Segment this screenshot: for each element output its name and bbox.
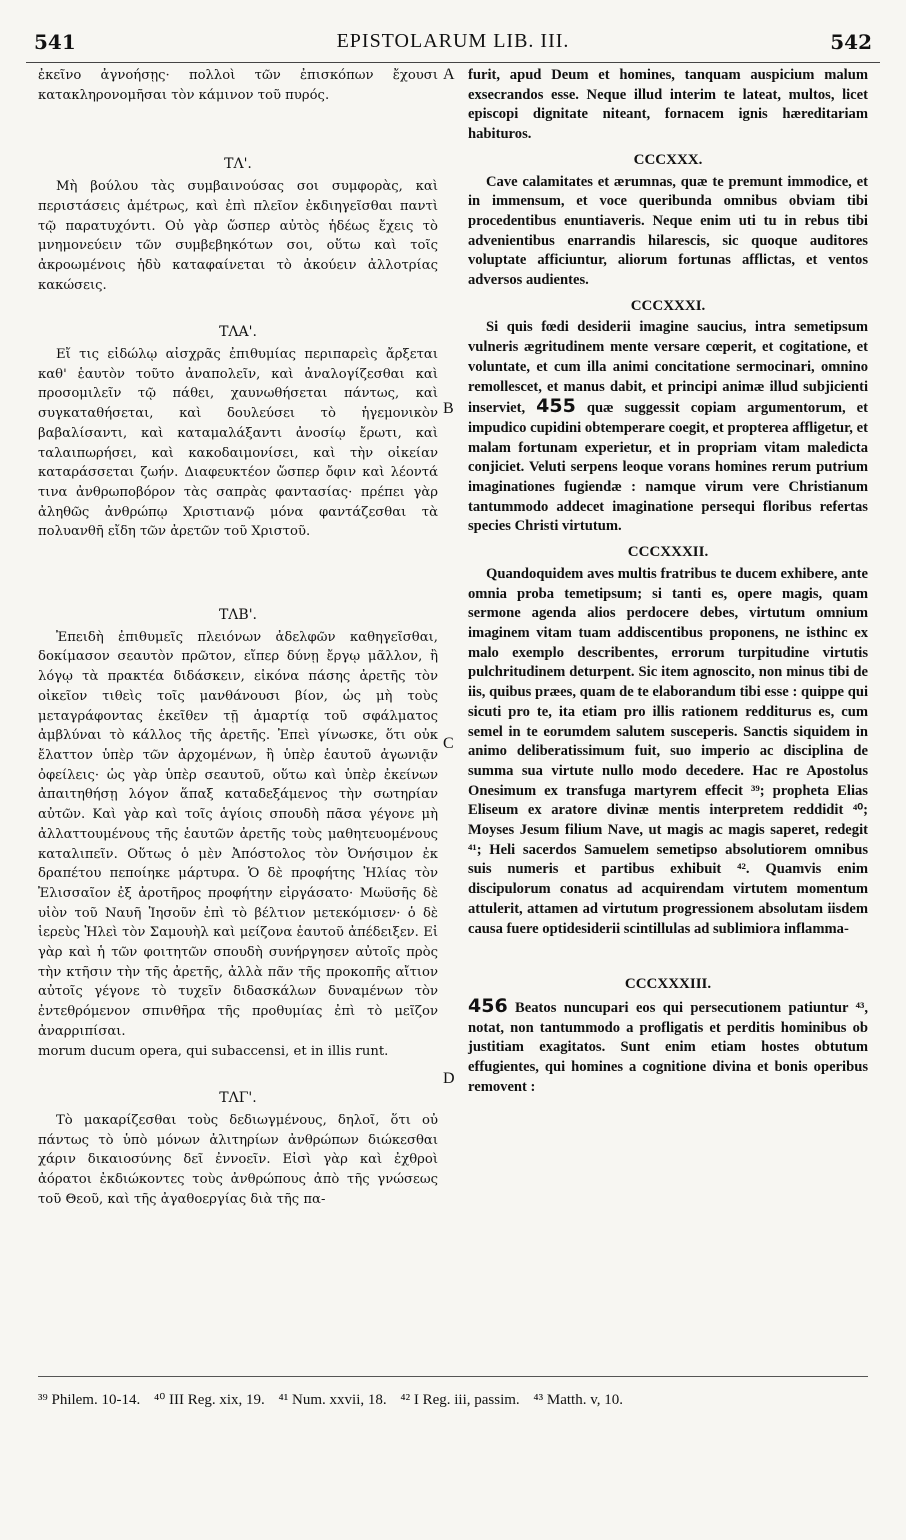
greek-section-title-333: ΤΛΓ'. — [219, 1090, 257, 1107]
latin-section-title-331: CCCXXXI. — [630, 297, 706, 314]
greek-section-text-331: Εἴ τις εἰδώλῳ αἰσχρᾶς ἐπιθυμίας περιπαρεὶς ἄρξεται καθ' ἑαυτὸν τοῦτο ἀναπολεῖν, καὶ ἀναλογίζεσθαι καὶ προσομιλεῖν τῷ πάθει, χαυνωθήσεται πάντως, καὶ συγκαταθήσεται, καὶ δουλεύσει τὸ ἡγεμονικὸν βαβαλίσαντι, καὶ καταμαλάξαντι ἀνοσίῳ ἔρωτι, καὶ ταλαιπωρήσει, καὶ κακοδαιμονίσει, καὶ τὴν οἰκείαν καταράσσεται ζωήν. Διαφευκτέον ὥσπερ ὄφιν καὶ λέοντά τινα ἀνθρωποβόρον τὰς σαπρὰς φαντασίας· πρέπει γὰρ ἀληθῶς ἀνθρώπῳ Χριστιανῷ μόνα φαντάζεσθαι τὰ πολυανθῆ εἴδη τῶν ἀρετῶν τοῦ Χριστοῦ. — [38, 347, 438, 540]
latin-section-text-332: Quandoquidem aves multis fratribus te ducem exhibere, ante omnia proba temetipsum; si tanti es, opere magis, quam sermone agenda alios perdocere debes, virtutum omnium imaginem vitam tuam addiscentibus proponens, ne isthinc ex malo exemplo describentes, errorum turpitudine virtutis pulchritudinem deturpent. Sic item agnoscito, non minus tibi de iis, quibus præes, quam de te elaborandum tibi esse : quippe qui sicuti pro te, ita etiam pro illis rationem redditurus es, cum semel in te eorumdem salutem susceperis. Sanctis siquidem in animo deliberatissimum fuit, suo imperio ac disciplina de summa sua virtute nullo modo decedere. Hac re Apostolus Onesimum ex transfuga martyrem effecit ³⁹; propheta Elias Eliseum ex aratore divinæ mentis interpretem reddidit ⁴⁰; Moyses Jesum filium Nave, ut magis ac magis saperet, redegit ⁴¹; Heli sacerdos Samuelem semetipso absolutiorem omnibus suis numeris et partibus exhibuit ⁴². Quamvis enim discipulorum conatus ad acquirendam virtutem momentum attulerit, attamen ad virtutum progressionem absolutam iisdem causa fuere optidesiderii scintillulas ad sublimiora inflamma- — [468, 565, 868, 937]
footnote-42: ⁴² I Reg. iii, passim. — [400, 1392, 520, 1408]
margin-mark-a: A — [443, 66, 455, 83]
latin-column — [468, 66, 868, 1097]
running-title: EPISTOLARUM LIB. III. — [336, 30, 570, 52]
latin-section-title-333: CCCXXXIII. — [624, 976, 712, 993]
header-rule — [26, 62, 880, 63]
greek-section-text-333: Τὸ μακαρίζεσθαι τοὺς δεδιωγμένους, δηλοῖ, ὅτι οὐ πάντως τὸ ὑπὸ μόνων ἀλιτηρίων ἀνθρώπων διώκεσθαι χάριν δικαιοσύνης δεῖ ἐννοεῖν. Εἰσὶ γὰρ καὶ ἐχθροὶ ἀόρατοι ἐκδιώκοντες τοὺς ἀνθρώπους ἀπὸ τῆς γνώσεως τοῦ Θεοῦ, καὶ τῆς ἀγαθοεργίας διὰ τῆς πα- — [38, 1112, 438, 1207]
margin-mark-b: B — [443, 400, 454, 417]
greek-section-text-330: Μὴ βούλου τὰς συμβαινούσας σοι συμφορὰς, καὶ περιστάσεις ἀμέτρως, καὶ ἐπὶ πλεῖον ἐκδιηγεῖσθαι παντὶ τῷ παρατυχόντι. Οὐ γὰρ ὥσπερ αὐτὸς ἡδέως ἔχεις τὸ μνημονεύειν τῶν συμβεβηκότων σοι, οὕτω καὶ τοῖς ἀκροωμένοις ἡδὺ καταφαίνεται τὸ ἀκούειν ἀλλοτρίας κακώσεις. — [38, 179, 438, 293]
greek-section-title-330: ΤΛ'. — [224, 156, 252, 173]
running-header — [26, 30, 880, 60]
footnotes — [38, 1390, 878, 1409]
column-number-456: 456 — [468, 994, 508, 1017]
latin-carryover: morum ducum opera, qui subaccensi, et in illis runt. — [38, 1043, 389, 1059]
footnote-39: ³⁹ Philem. 10-14. — [38, 1392, 141, 1408]
greek-column — [38, 66, 438, 1209]
footnote-rule — [38, 1376, 868, 1377]
footnote-40: ⁴⁰ III Reg. xix, 19. — [153, 1392, 265, 1408]
page-number-left: 541 — [34, 30, 76, 54]
column-number-455: 455 — [536, 395, 576, 418]
greek-section-title-332: ΤΛΒ'. — [218, 607, 258, 624]
greek-section-title-331: ΤΛΑ'. — [219, 324, 257, 341]
margin-mark-d: D — [443, 1070, 455, 1087]
latin-section-text-333-body: Beatos nuncupari eos qui persecutionem patiuntur ⁴³, notat, non tantummodo a profligatis et perditis hominibus ob justitiam exagitatos. Sunt enim etiam hostes obtutum effugientes, qui homines a cognitione divina et bonis operibus removent : — [468, 999, 869, 1095]
footnote-43: ⁴³ Matth. v, 10. — [533, 1392, 624, 1408]
latin-section-title-330: CCCXXX. — [633, 151, 703, 168]
page-number-right: 542 — [830, 30, 872, 54]
latin-intro: furit, apud Deum et homines, tanquam auspicium malum exsecrandos esse. Neque illud interim te lateat, multos, licet episcopi dignitate niteant, fornacem ignis hæreditariam habituros. — [468, 67, 868, 143]
latin-section-text-331-b: quæ suggessit copiam argumentorum, et impudico cupidini obtemperare coegit, et propterea affligetur, et malam fortunam experietur, et in propriam vitam maledicta conjiciet. Veluti serpens leoque vorans homines rerum putrium imaginationes fugiendæ : namque virum vere Christianum tantummodo addecet imaginatione persequi floribus refertas species Christi virtutum. — [468, 400, 868, 535]
greek-intro: ἐκεῖνο ἀγνοήσῃς· πολλοὶ τῶν ἐπισκόπων ἔχουσι κατακληρονομῆσαι τὸν κάμινον τοῦ πυρός. — [38, 68, 438, 103]
greek-section-text-332: Ἐπειδὴ ἐπιθυμεῖς πλειόνων ἀδελφῶν καθηγεῖσθαι, δοκίμασον σεαυτὸν πρῶτον, εἴπερ δύνῃ ἔργῳ μᾶλλον, ἢ λόγῳ τὰ πρακτέα διδάσκειν, εἰκόνα πάσης ἀρετῆς τὸν οἰκεῖον τιθεὶς τοῖς μανθάνουσι βίον, ὡς μὴ τοὺς μεταγράφοντας ἐκεῖθεν τῇ ἁμαρτίᾳ τοῦ σφάλματος ἀμβλύναι τὸ κάλλος τῆς ἀρετῆς. Ἐπεὶ γίνωσκε, ὅτι οὐκ ἔλαττον ὑπὲρ τῶν ἀρχομένων, ἢ ὑπὲρ ἑαυτοῦ ἀγωνιᾷν ὀφείλεις· ὡς γὰρ ὑπὲρ σεαυτοῦ, οὕτω καὶ ὑπὲρ ἐκείνων ἀπαιτηθήσῃ λόγον ἅπαξ καταδεξάμενος τὴν σωτηρίαν αὐτῶν. Καὶ γὰρ καὶ τοῖς ἁγίοις σπουδὴ πᾶσα γέγονε μὴ ἀλλαττουμένους τῆς ἑαυτῶν ἀρετῆς τοὺς μαθητευομένους καταλιπεῖν. Οὕτως ὁ μὲν Ἀπόστολος τὸν Ὀνήσιμον ἐκ δραπέτου πεποίηκε μάρτυρα. Ὁ δὲ προφήτης Ἠλίας τὸν Ἐλισσαῖον ἐξ ἀροτῆρος προφήτην εἰργάσατο· Μωϋσῆς δὲ υἱὸν τοῦ Ναυῆ Ἰησοῦν ἐπὶ τὸ βέλτιον μετεκόμισεν· ὁ δὲ ἱερεὺς Ἠλεὶ τὸν Σαμουὴλ καὶ μείζονα ἑαυτοῦ ἀπέδειξεν. Εἰ γὰρ καὶ ἡ τῶν φοιτητῶν σπουδὴ συνήργησεν αὐτοῖς πρὸς τὴν κτῆσιν τὴν τῆς ἀρετῆς, ἀλλὰ πᾶν τῆς προκοπῆς αἴτιον αὐτοῖς γέγονε τὸ τυχεῖν διδασκάλων δυναμένων τὸν ἐντεθρόμενον σπινθῆρα τῆς προθυμίας ἐπὶ τὸ μεῖζον ἀναρριπίσαι. — [38, 629, 438, 1039]
footnote-41: ⁴¹ Num. xxvii, 18. — [278, 1392, 387, 1408]
latin-section-text-331-a: Si quis fœdi desiderii imagine saucius, intra semetipsum vulneris ægritudinem mente versare cœperit, et cogitatione, et voluntate, et cum illa animi concitatione sermocinari, omnino remollescet, et manus dabit, et principi animæ illud subjicienti inserviet, — [468, 319, 868, 417]
latin-section-title-332: CCCXXXII. — [627, 544, 709, 561]
latin-section-text-333 — [468, 994, 869, 1098]
latin-section-text-331 — [468, 318, 868, 537]
margin-mark-c: C — [443, 735, 454, 752]
latin-section-text-330: Cave calamitates et ærumnas, quæ te premunt immodice, et in immensum, et voce queribunda omnibus obviam tibi procedentibus enuntiaveris. Neque enim uti tu in rebus tibi advenientibus enarrandis hilarescis, sic quoque auditores voluptate afficiuntur, aliorum fortunas afflictas, et ventos adversos audientes. — [468, 173, 868, 289]
